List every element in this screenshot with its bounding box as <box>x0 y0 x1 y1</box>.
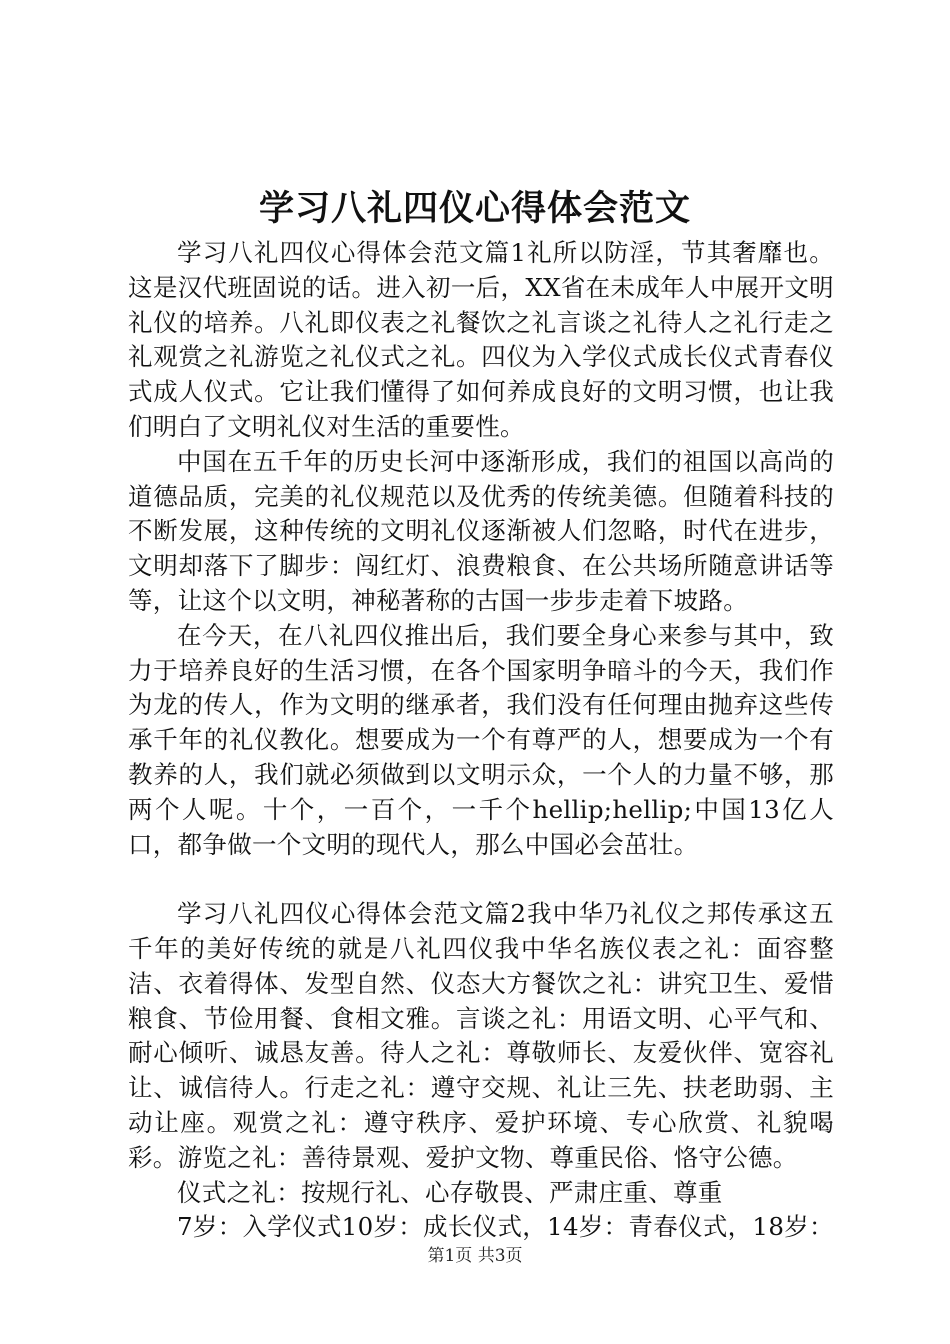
paragraph-6: 7岁：入学仪式10岁：成长仪式，14岁：青春仪式，18岁： <box>177 1212 834 1242</box>
paragraph-5: 仪式之礼：按规行礼、心存敬畏、严肃庄重、尊重 <box>177 1177 723 1207</box>
paragraph-1: 学习八礼四仪心得体会范文篇1礼所以防淫，节其奢靡也。这是汉代班固说的话。进入初一后，XX省在未成年人中展开文明礼仪的培养。八礼即仪表之礼餐饮之礼言谈之礼待人之礼行走之礼观赏之礼游览之礼仪式之礼。四仪为入学仪式成长仪式青春仪式成人仪式。它让我们懂得了如何养成良好的文明习惯，也让我们明白了文明礼仪对生活的重要性。 <box>128 238 834 441</box>
document-body <box>128 236 834 1245</box>
paragraph-2: 中国在五千年的历史长河中逐渐形成，我们的祖国以高尚的道德品质，完美的礼仪规范以及优秀的传统美德。但随着科技的不断发展，这种传统的文明礼仪逐渐被人们忽略，时代在进步，文明却落下了脚步：闯红灯、浪费粮食、在公共场所随意讲话等等，让这个以文明，神秘著称的古国一步步走着下坡路。 <box>128 446 834 615</box>
paragraph-3: 在今天，在八礼四仪推出后，我们要全身心来参与其中，致力于培养良好的生活习惯，在各个国家明争暗斗的今天，我们作为龙的传人，作为文明的继承者，我们没有任何理由抛弃这些传承千年的礼仪教化。想要成为一个有尊严的人，想要成为一个有教养的人，我们就必须做到以文明示众，一个人的力量不够，那两个人呢。十个，一百个，一千个hellip;hellip;中国13亿人口，都争做一个文明的现代人，那么中国必会茁壮。 <box>128 620 834 859</box>
paragraph-gap <box>128 862 834 897</box>
page-number-footer: 第1页 共3页 <box>427 1246 523 1266</box>
paragraph-4: 学习八礼四仪心得体会范文篇2我中华乃礼仪之邦传承这五千年的美好传统的就是八礼四仪我中华名族仪表之礼：面容整洁、衣着得体、发型自然、仪态大方餐饮之礼：讲究卫生、爱惜粮食、节俭用餐、食相文雅。言谈之礼：用语文明、心平气和、耐心倾听、诚恳友善。待人之礼：尊敬师长、友爱伙伴、宽容礼让、诚信待人。行走之礼：遵守交规、礼让三先、扶老助弱、主动让座。观赏之礼：遵守秩序、爱护环境、专心欣赏、礼貌喝彩。游览之礼：善待景观、爱护文物、尊重民俗、恪守公德。 <box>128 899 834 1172</box>
document-title: 学习八礼四仪心得体会范文 <box>258 188 691 229</box>
